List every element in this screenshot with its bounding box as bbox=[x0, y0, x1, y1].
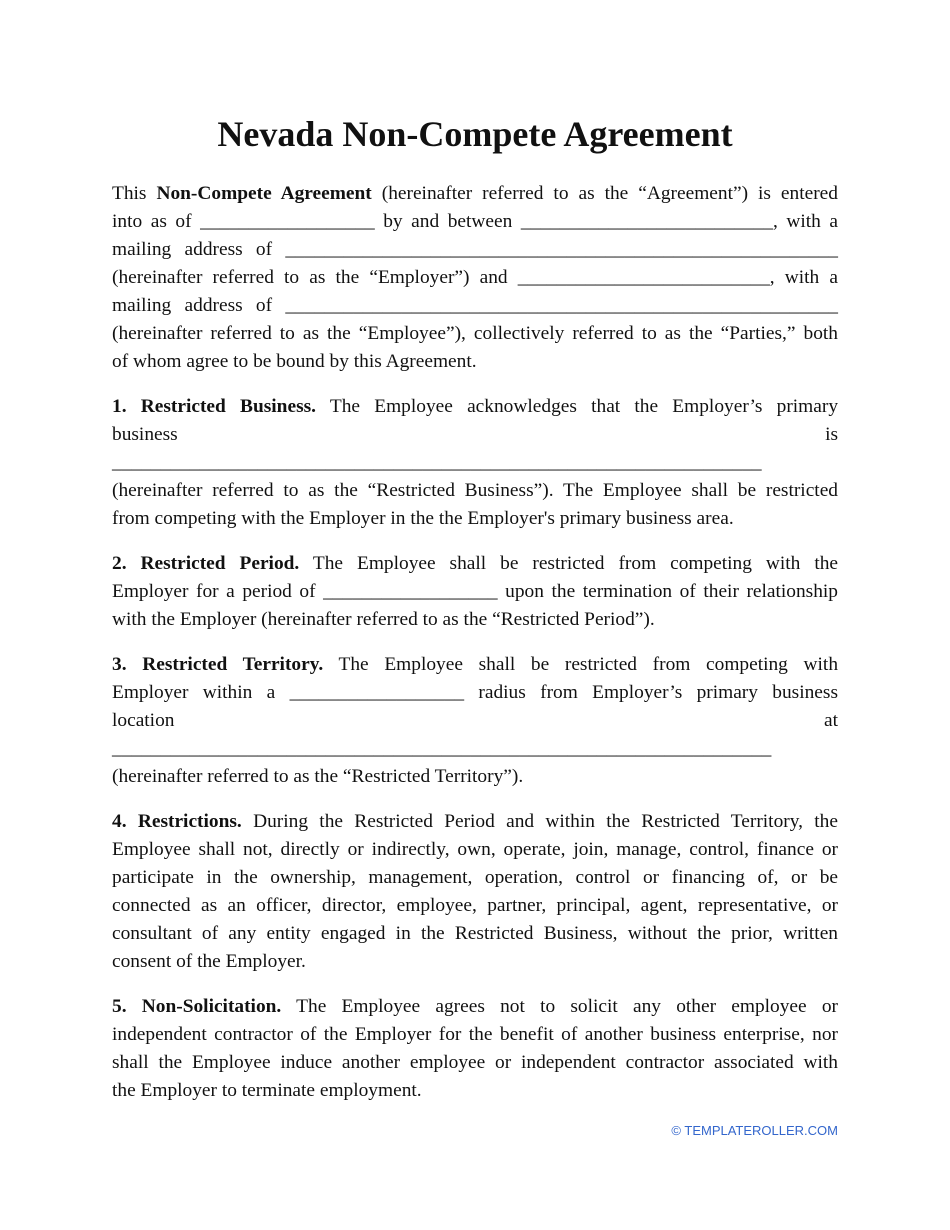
copyright-icon: © bbox=[671, 1123, 681, 1138]
section-line: Employee shall not, directly or indirectly, own, operate, join, manage, control, finance or bbox=[112, 839, 838, 860]
section-line: from competing with the Employer in the the Employer's primary business area. bbox=[112, 508, 734, 529]
section-line: independent contractor of the Employer for the benefit of another business enterprise, nor bbox=[112, 1024, 838, 1045]
section-line: 3. Restricted Territory. The Employee shall be restricted from competing with bbox=[112, 654, 839, 675]
section-line: 2. Restricted Period. The Employee shall be restricted from competing with the bbox=[112, 553, 839, 574]
section-restrictions bbox=[112, 808, 838, 976]
section-line: the Employer to terminate employment. bbox=[112, 1080, 422, 1101]
section-line: 5. Non-Solicitation. The Employee agrees not to solicit any other employee or bbox=[112, 996, 838, 1017]
section-line: 4. Restrictions. During the Restricted Period and within the Restricted Territory, the bbox=[112, 811, 838, 832]
templateroller-link[interactable]: TEMPLATEROLLER.COM bbox=[684, 1123, 838, 1138]
section-line: participate in the ownership, management, operation, control or financing of, or be bbox=[112, 867, 838, 888]
section-restricted-business bbox=[112, 393, 838, 533]
section-heading: 2. Restricted Period. bbox=[112, 553, 300, 574]
intro-line: (hereinafter referred to as the “Employee”), collectively referred to as the “Parties,” both bbox=[112, 323, 838, 344]
section-line: Employer within a __________________ radius from Employer’s primary business bbox=[112, 682, 838, 703]
section-line: (hereinafter referred to as the “Restricted Business”). The Employee shall be restricted bbox=[112, 480, 838, 501]
intro-line: (hereinafter referred to as the “Employer”) and __________________________, with a bbox=[112, 267, 838, 288]
document-page bbox=[112, 110, 838, 1105]
section-heading: 3. Restricted Territory. bbox=[112, 654, 324, 675]
intro-line: mailing address of _________________________________________________________ bbox=[112, 239, 838, 260]
document-title: Nevada Non-Compete Agreement bbox=[217, 114, 733, 154]
section-restricted-territory bbox=[112, 651, 838, 791]
section-line: location at ____________________________________________________________________ bbox=[112, 710, 838, 759]
section-heading: 1. Restricted Business. bbox=[112, 396, 317, 417]
section-line: business is ___________________________________________________________________ bbox=[112, 424, 838, 473]
section-line: Employer for a period of __________________ upon the termination of their relationship bbox=[112, 581, 838, 602]
intro-paragraph bbox=[112, 180, 838, 376]
section-line: with the Employer (hereinafter referred to as the “Restricted Period”). bbox=[112, 609, 655, 630]
intro-line: mailing address of _________________________________________________________ bbox=[112, 295, 838, 316]
section-line: consultant of any entity engaged in the Restricted Business, without the prior, written bbox=[112, 923, 838, 944]
agreement-name: Non-Compete Agreement bbox=[156, 183, 372, 204]
section-heading: 4. Restrictions. bbox=[112, 811, 242, 832]
section-line: connected as an officer, director, employee, partner, principal, agent, representative, or bbox=[112, 895, 838, 916]
section-line: consent of the Employer. bbox=[112, 951, 306, 972]
section-line: 1. Restricted Business. The Employee acknowledges that the Employer’s primary bbox=[112, 396, 839, 417]
section-heading: 5. Non-Solicitation. bbox=[112, 996, 282, 1017]
section-line: shall the Employee induce another employee or independent contractor associated with bbox=[112, 1052, 838, 1073]
intro-line: into as of __________________ by and between __________________________, with a bbox=[112, 211, 838, 232]
intro-line: of whom agree to be bound by this Agreement. bbox=[112, 351, 477, 372]
section-restricted-period bbox=[112, 550, 838, 634]
section-line: (hereinafter referred to as the “Restricted Territory”). bbox=[112, 766, 524, 787]
intro-line: This Non-Compete Agreement (hereinafter referred to as the “Agreement”) is entered bbox=[112, 183, 838, 204]
section-non-solicitation bbox=[112, 993, 838, 1105]
footer-credit bbox=[671, 1123, 838, 1138]
